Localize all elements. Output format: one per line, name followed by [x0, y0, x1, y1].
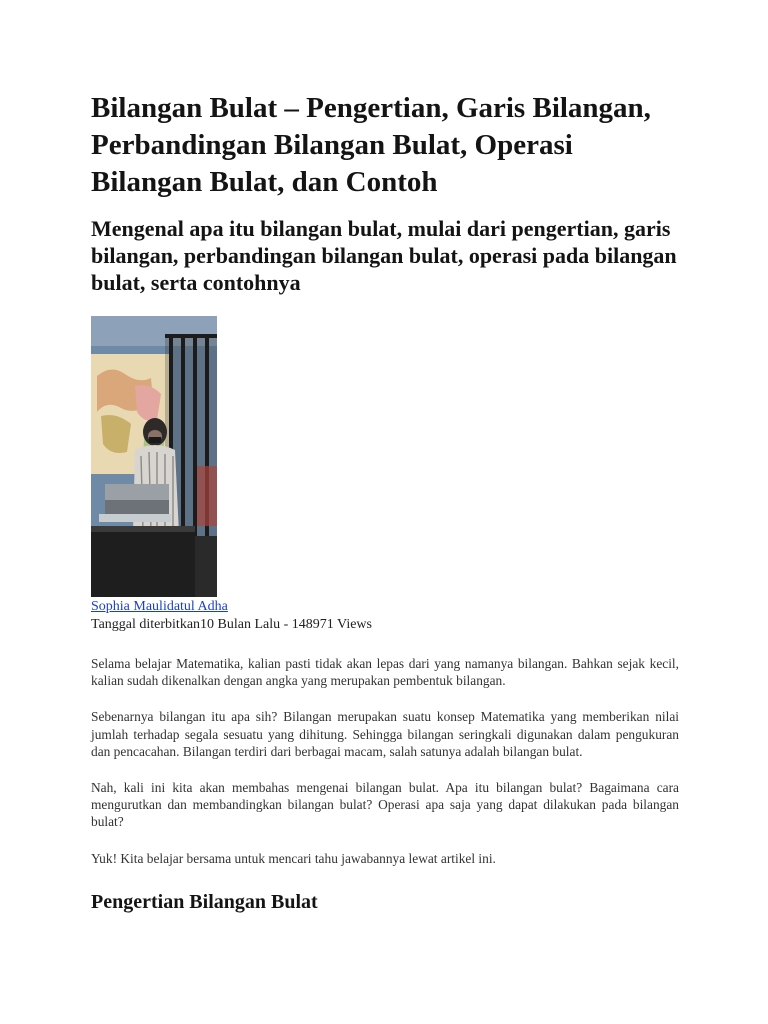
paragraph-definition: Sebenarnya bilangan itu apa sih? Bilangan merupakan suatu konsep Matematika yang memberikan nilai jumlah terhadap segala sesuatu yang dihitung. Sehingga bilangan seringkali digunakan dalam pengukuran dan pencacahan. Bilangan terdiri dari berbagai macam, salah satunya adalah bilangan bulat.: [91, 709, 679, 759]
paragraph-invitation: Yuk! Kita belajar bersama untuk mencari tahu jawabannya lewat artikel ini.: [91, 850, 496, 866]
article-title: Bilangan Bulat – Pengertian, Garis Bilangan, Perbandingan Bilangan Bulat, Operasi Bilangan Bulat, dan Contoh: [91, 92, 651, 198]
author-photo: [91, 316, 217, 597]
section-heading: Pengertian Bilangan Bulat: [91, 890, 318, 913]
article-subtitle: Mengenal apa itu bilangan bulat, mulai dari pengertian, garis bilangan, perbandingan bilangan bulat, operasi pada bilangan bulat, serta contohnya: [91, 216, 677, 295]
publish-meta: Tanggal diterbitkan10 Bulan Lalu - 148971 Views: [91, 617, 372, 632]
article: [91, 90, 679, 915]
author-link[interactable]: Sophia Maulidatul Adha: [91, 599, 228, 614]
paragraph-questions: Nah, kali ini kita akan membahas mengenai bilangan bulat. Apa itu bilangan bulat? Bagaimana cara mengurutkan dan membandingkan bilangan bulat? Operasi apa saja yang dapat dilakukan pada bilangan bulat?: [91, 780, 679, 830]
paragraph-intro: Selama belajar Matematika, kalian pasti tidak akan lepas dari yang namanya bilangan. Bahkan sejak kecil, kalian sudah dikenalkan dengan angka yang merupakan pembentuk bilangan.: [91, 656, 679, 689]
